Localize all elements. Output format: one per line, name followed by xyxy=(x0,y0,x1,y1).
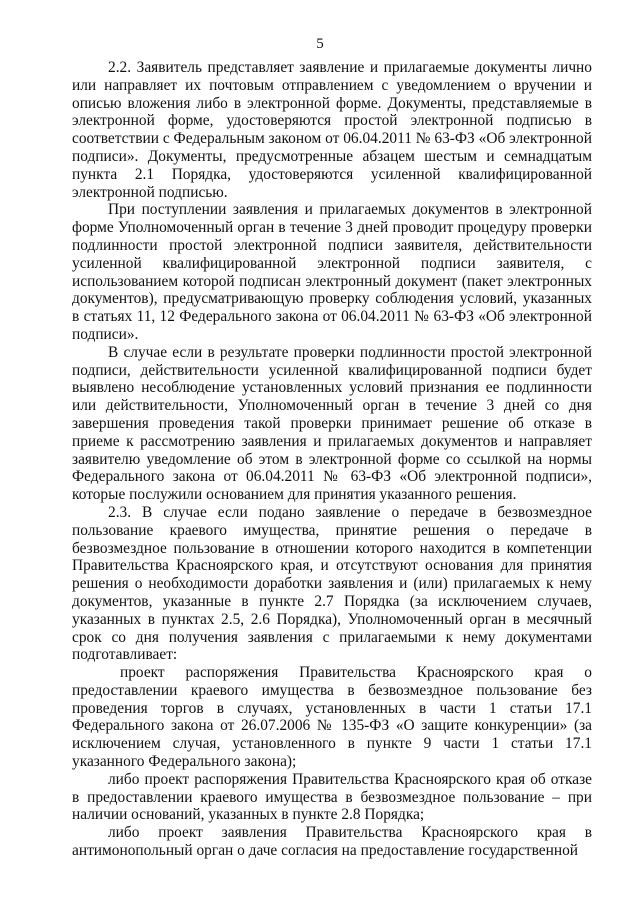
paragraph-electronic-verification: При поступлении заявления и прилагаемых документов в электронной форме Уполномоченный орган в течение 3 дней проводит процедуру проверки подлинности простой электронной подписи заявителя, действительности усиленной квалифицированной электронной подписи заявителя, с использованием которой подписан электронный документ (пакет электронных документов), предусматривающую проверку соблюдения условий, указанных в статьях 11, 12 Федерального закона от 06.04.2011 № 63-ФЗ «Об электронной подписи». xyxy=(72,201,592,343)
paragraph-2-2: 2.2. Заявитель представляет заявление и прилагаемые документы лично или направляет их почтовым отправлением с уведомлением о вручении и описью вложения либо в электронной форме. Документы, представляемые в электронной форме, удостоверяются простой электронной подписью в соответствии с Федеральным законом от 06.04.2011 № 63-ФЗ «Об электронной подписи». Документы, предусмотренные абзацем шестым и семнадцатым пункта 2.1 Порядка, удостоверяются усиленной квалифицированной электронной подписью. xyxy=(72,59,592,201)
page-number: 5 xyxy=(316,36,324,52)
paragraph-2-3: 2.3. В случае если подано заявление о передаче в безвозмездное пользование краевого имущества, принятие решения о передаче в безвозмездное пользование в отношении которого находится в компетенции Правительства Красноярского края, и отсутствуют основания для принятия решения о необходимости доработки заявления и (или) прилагаемых к нему документов, указанные в пункте 2.7 Порядка (за исключением случаев, указанных в пунктах 2.5, 2.6 Порядка), Уполномоченный орган в месячный срок со дня получения заявления с прилагаемыми к нему документами подготавливает: xyxy=(72,503,592,664)
paragraph-draft-application: либо проект заявления Правительства Красноярского края в антимонопольный орган о даче согласия на предоставление государственной xyxy=(72,824,592,860)
paragraph-draft-order: проект распоряжения Правительства Красноярского края о предоставлении краевого имущества в безвозмездное пользование без проведения торгов в случаях, установленных в части 1 статьи 17.1 Федерального закона от 26.07.2006 № 135-ФЗ «О защите конкуренции» (за исключением случая, установленного в пункте 9 части 1 статьи 17.1 указанного Федерального закона); xyxy=(72,664,592,771)
document-body xyxy=(72,59,592,860)
paragraph-verification-failure: В случае если в результате проверки подлинности простой электронной подписи, действительности усиленной квалифицированной подписи будет выявлено несоблюдение установленных условий признания ее подлинности или действительности, Уполномоченный орган в течение 3 дней со дня завершения проведения такой проверки принимает решение об отказе в приеме к рассмотрению заявления и прилагаемых документов и направляет заявителю уведомление об этом в электронной форме со ссылкой на нормы Федерального закона от 06.04.2011 № 63-ФЗ «Об электронной подписи», которые послужили основанием для принятия указанного решения. xyxy=(72,343,592,504)
paragraph-draft-refusal: либо проект распоряжения Правительства Красноярского края об отказе в предоставлении краевого имущества в безвозмездное пользование – при наличии оснований, указанных в пункте 2.8 Порядка; xyxy=(72,770,592,824)
